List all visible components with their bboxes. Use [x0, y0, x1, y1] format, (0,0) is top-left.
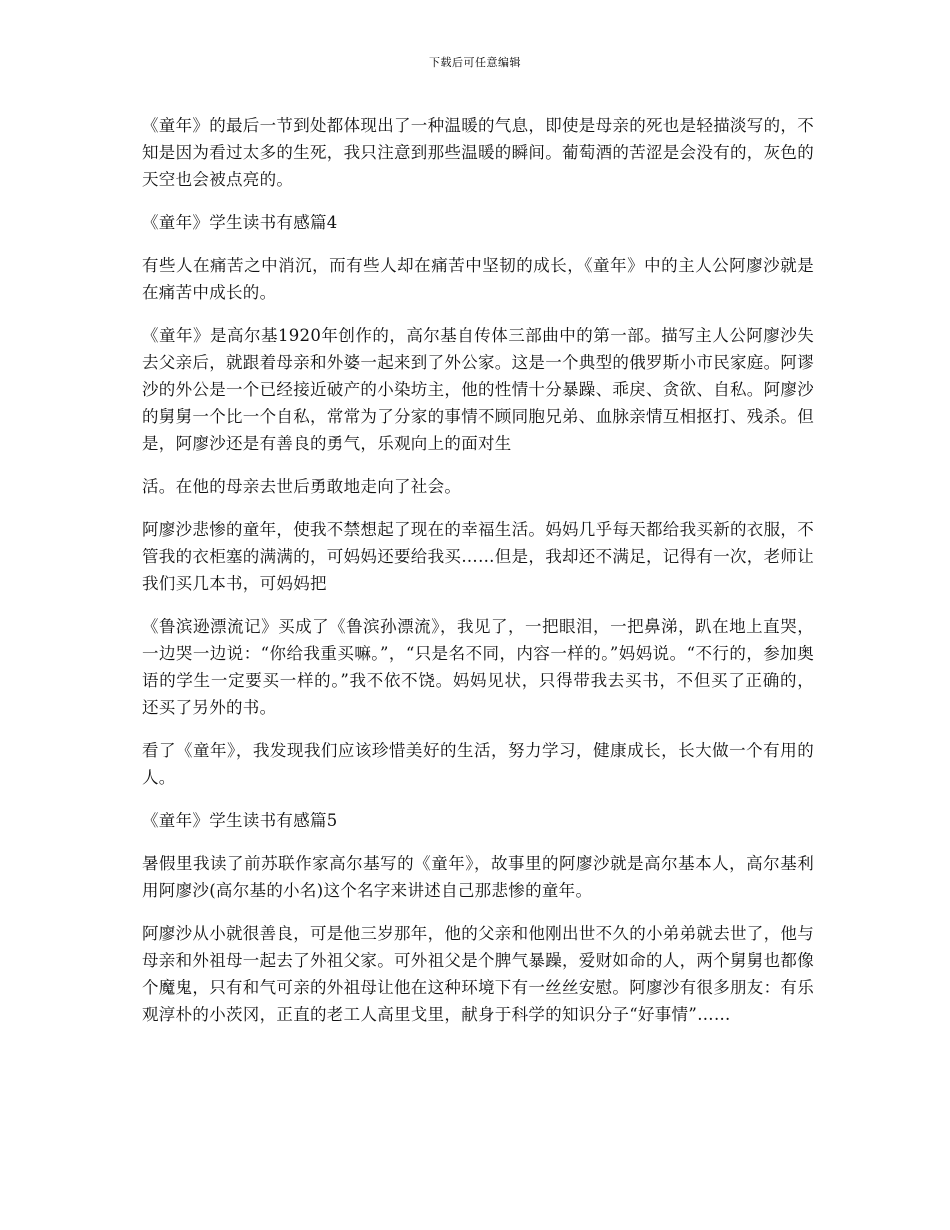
paragraph: 阿廖沙从小就很善良，可是他三岁那年，他的父亲和他刚出世不久的小弟弟就去世了，他与母亲和外祖母一起去了外祖父家。可外祖父是个脾气暴躁，爱财如命的人，两个舅舅也都像个魔鬼，只有和气可亲的外祖母让他在这种环境下有一丝丝安慰。阿廖沙有很多朋友：有乐观淳朴的小茨冈，正直的老工人高里戈里，献身于科学的知识分子“好事情”…… [142, 924, 814, 1024]
paragraph: 《童年》的最后一节到处都体现出了一种温暖的气息，即使是母亲的死也是轻描淡写的，不知是因为看过太多的生死，我只注意到那些温暖的瞬间。葡萄酒的苦涩是会没有的，灰色的天空也会被点亮的。 [142, 116, 814, 189]
paragraph: 《鲁滨逊漂流记》买成了《鲁滨孙漂流》，我见了，一把眼泪，一把鼻涕，趴在地上直哭，一边哭一边说：“你给我重买嘛。”，“只是名不同，内容一样的。”妈妈说。“不行的，参加奥语的学生一定要买一样的。”我不依不饶。妈妈见状，只得带我去买书，不但买了正确的，还买了另外的书。 [142, 617, 814, 717]
paragraph: 看了《童年》，我发现我们应该珍惜美好的生活，努力学习，健康成长，长大做一个有用的人。 [142, 741, 814, 787]
section-heading: 《童年》学生读书有感篇4 [142, 213, 338, 232]
document-body [142, 112, 814, 1044]
paragraph: 有些人在痛苦之中消沉，而有些人却在痛苦中坚韧的成长，《童年》中的主人公阿廖沙就是在痛苦中成长的。 [142, 256, 814, 302]
paragraph: 《童年》是高尔基1920年创作的，高尔基自传体三部曲中的第一部。描写主人公阿廖沙失去父亲后，就跟着母亲和外婆一起来到了外公家。这是一个典型的俄罗斯小市民家庭。阿谬沙的外公是一个已经接近破产的小染坊主，他的性情十分暴躁、乖戾、贪欲、自私。阿廖沙的舅舅一个比一个自私，常常为了分家的事情不顾同胞兄弟、血脉亲情互相抠打、残杀。但是，阿廖沙还是有善良的勇气，乐观向上的面对生 [142, 326, 814, 453]
section-heading: 《童年》学生读书有感篇5 [142, 811, 338, 830]
paragraph: 阿廖沙悲惨的童年，使我不禁想起了现在的幸福生活。妈妈几乎每天都给我买新的衣服，不管我的衣柜塞的满满的，可妈妈还要给我买……但是，我却还不满足，记得有一次，老师让我们买几本书，可妈妈把 [142, 520, 814, 593]
page-header: 下载后可任意编辑 [429, 56, 521, 69]
paragraph: 活。在他的母亲去世后勇敢地走向了社会。 [142, 477, 462, 496]
paragraph: 暑假里我读了前苏联作家高尔基写的《童年》，故事里的阿廖沙就是高尔基本人，高尔基利用阿廖沙(高尔基的小名)这个名字来讲述自己那悲惨的童年。 [142, 854, 814, 900]
